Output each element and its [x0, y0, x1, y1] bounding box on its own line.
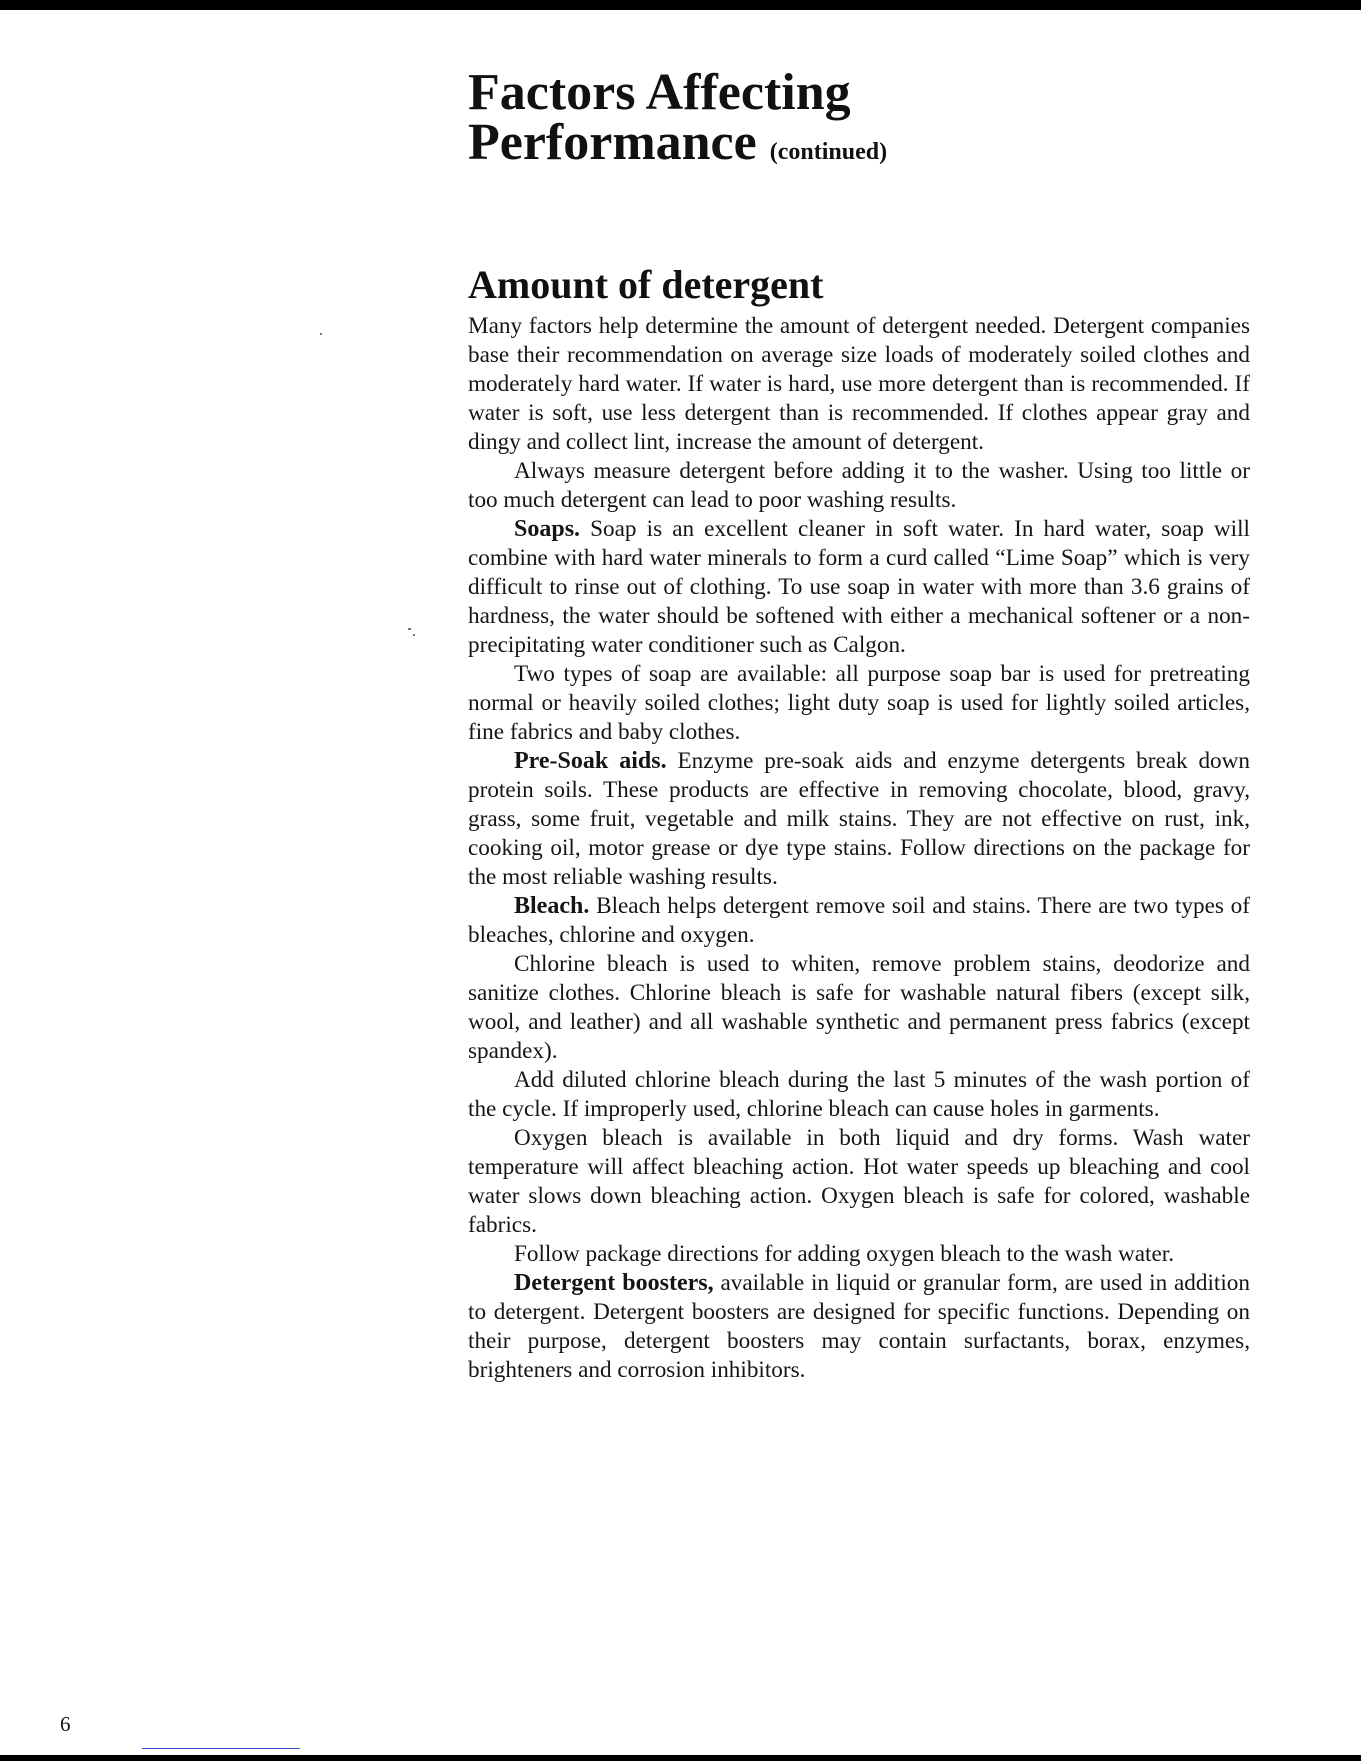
paragraph-soaps	[468, 515, 1250, 660]
paragraph-text: Soap is an excellent cleaner in soft water. In hard water, soap will combine with hard water minerals to form a curd called “Lime Soap” which is very difficult to rinse out of clothing. To use soap in water with more than 3.6 grains of hardness, the water should be softened with either a mechanical softener or a non-precipitating water conditioner such as Calgon.	[468, 516, 1250, 658]
bottom-border-rule	[0, 1755, 1361, 1761]
paragraph-text: Two types of soap are available: all purpose soap bar is used for pretreating normal or heavily soiled clothes; light duty soap is used for lightly soiled articles, fine fabrics and baby clothes.	[468, 661, 1250, 745]
paragraph-text: Enzyme pre-soak aids and enzyme detergents break down protein soils. These products are effective in removing chocolate, blood, gravy, grass, some fruit, vegetable and milk stains. They are not effective on rust, ink, cooking oil, motor grease or dye type stains. Follow directions on the package for the most reliable washing results.	[468, 748, 1250, 890]
paragraph-detergent-amount	[468, 312, 1250, 457]
paragraph-text: Chlorine bleach is used to whiten, remove problem stains, deodorize and sanitize clothes. Chlorine bleach is safe for washable natural fibers (except silk, wool, and leather) and all washable synthetic and permanent press fabrics (except spandex).	[468, 951, 1250, 1064]
run-in-heading-boosters: Detergent boosters,	[514, 1270, 714, 1296]
paragraph-oxygen-bleach	[468, 1124, 1250, 1240]
section-body	[468, 312, 1250, 1385]
paragraph-text: Bleach helps detergent remove soil and stains. There are two types of bleaches, chlorine and oxygen.	[468, 893, 1250, 948]
paragraph-text: Always measure detergent before adding it to the washer. Using too little or too much detergent can lead to poor washing results.	[468, 458, 1250, 513]
page-title	[468, 64, 888, 177]
title-continued-note: (continued)	[769, 139, 888, 165]
paragraph-oxygen-directions	[468, 1240, 1250, 1269]
paragraph-text: available in liquid or granular form, are used in addition to detergent. Detergent boosters are designed for specific functions. Depending on their purpose, detergent boosters may contain surfactants, borax, enzymes, brighteners and corrosion inhibitors.	[468, 1270, 1250, 1383]
run-in-heading-soaps: Soaps.	[514, 516, 581, 542]
run-in-heading-bleach: Bleach.	[514, 893, 590, 919]
paragraph-measure-detergent	[468, 457, 1250, 515]
run-in-heading-pre-soak: Pre-Soak aids.	[514, 748, 667, 774]
title-line-2: Performance	[468, 114, 757, 171]
page-number: 6	[60, 1712, 71, 1736]
paragraph-text: Oxygen bleach is available in both liquid and dry forms. Wash water temperature will affect bleaching action. Hot water speeds up bleaching and cool water slows down bleaching action. Oxygen bleach is safe for colored, washable fabrics.	[468, 1125, 1250, 1238]
paragraph-detergent-boosters	[468, 1269, 1250, 1385]
bottom-link-underline	[142, 1748, 300, 1749]
paragraph-text: Many factors help determine the amount of detergent needed. Detergent companies base their recommendation on average size loads of moderately soiled clothes and moderately hard water. If water is hard, use more detergent than is recommended. If water is soft, use less detergent than is recommended. If clothes appear gray and dingy and collect lint, increase the amount of detergent.	[468, 313, 1250, 455]
scan-speck	[408, 628, 411, 630]
paragraph-soap-types	[468, 660, 1250, 747]
paragraph-diluted-chlorine	[468, 1066, 1250, 1124]
paragraph-pre-soak-aids	[468, 747, 1250, 892]
paragraph-chlorine-bleach	[468, 950, 1250, 1066]
paragraph-text: Follow package directions for adding oxygen bleach to the wash water.	[514, 1241, 1175, 1267]
scan-speck	[413, 634, 415, 636]
paragraph-bleach	[468, 892, 1250, 950]
scan-speck	[320, 333, 322, 335]
section-heading: Amount of detergent	[468, 262, 824, 307]
title-line-1: Factors Affecting	[468, 64, 851, 121]
top-border-rule	[0, 0, 1361, 10]
paragraph-text: Add diluted chlorine bleach during the last 5 minutes of the wash portion of the cycle. If improperly used, chlorine bleach can cause holes in garments.	[468, 1067, 1250, 1122]
